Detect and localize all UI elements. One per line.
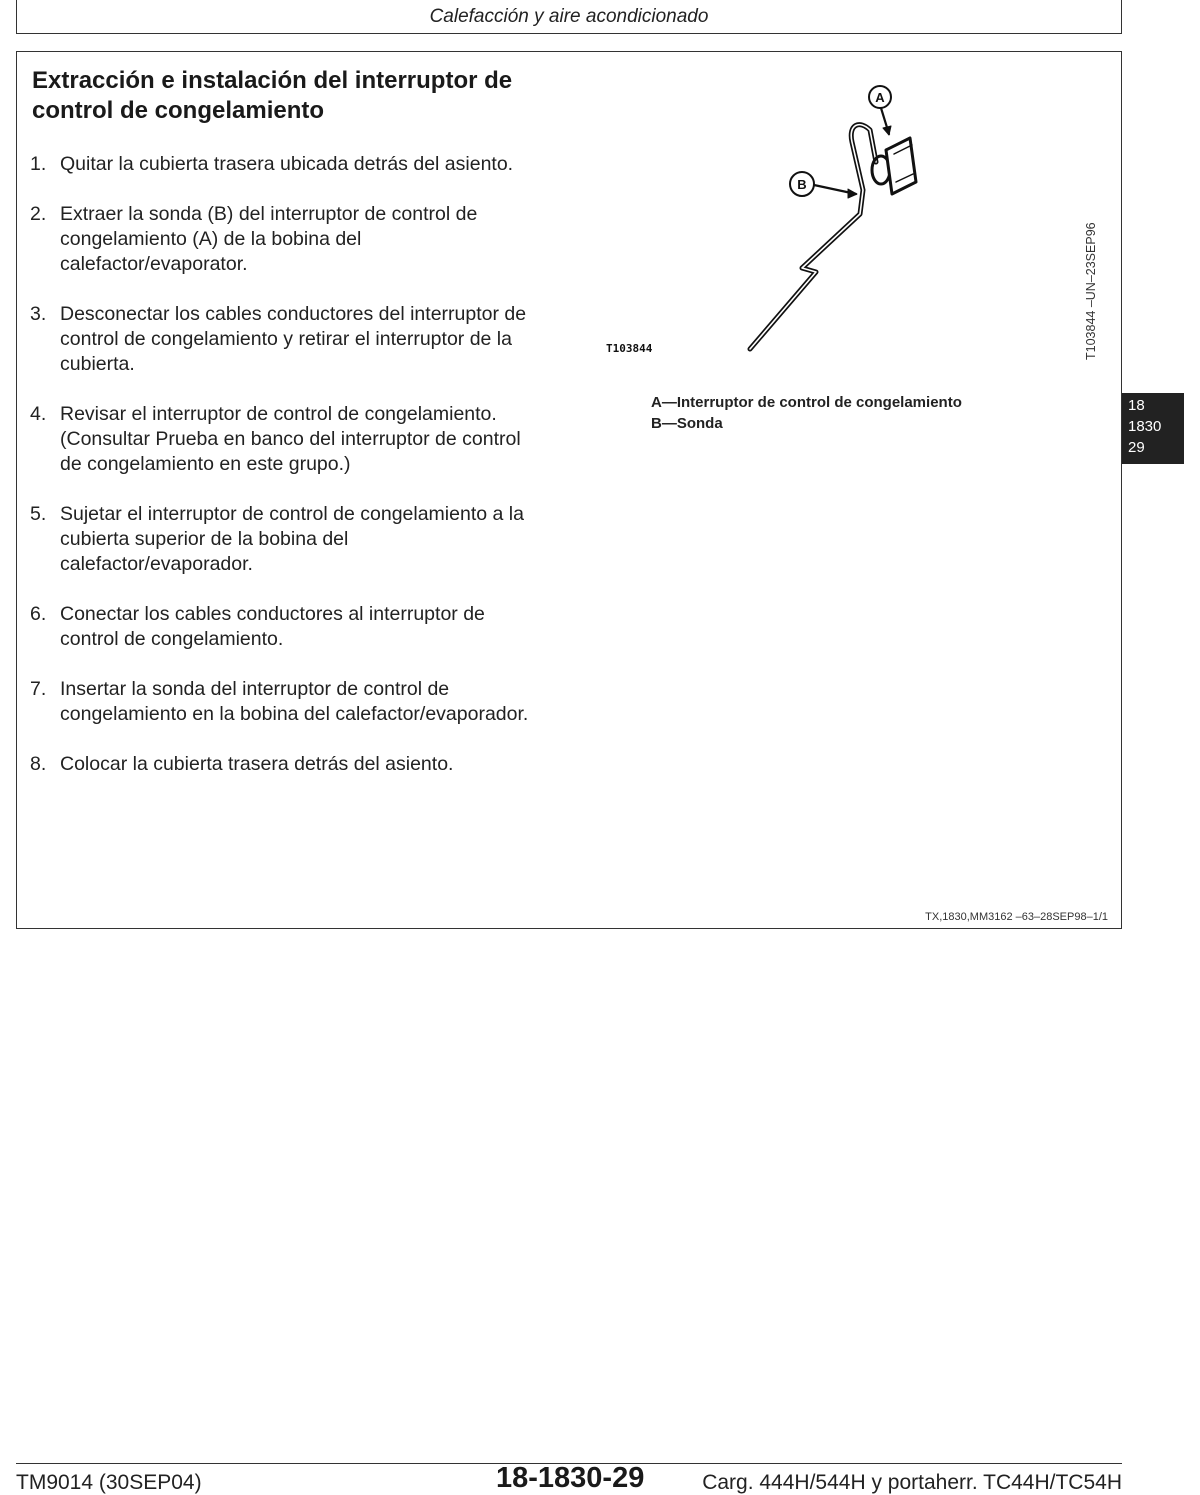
procedure-step [30,152,570,177]
step-text-line: Desconectar los cables conductores del interruptor de [60,303,527,325]
procedure-step [30,302,570,377]
step-text-line: congelamiento en la bobina del calefactor/evaporador. [60,703,529,725]
callout-a: A [875,90,885,105]
procedure-step [30,677,570,727]
section-title-line-2: control de congelamiento [32,97,325,124]
procedure-step [30,202,570,277]
section-tab-line-3: 29 [1128,439,1145,456]
section-tab [1122,393,1184,464]
step-text-line: Colocar la cubierta trasera detrás del asiento. [60,753,454,775]
step-text-line: Sujetar el interruptor de control de congelamiento a la [60,503,524,525]
step-text-line: control de congelamiento. [60,628,284,650]
step-text-line: Conectar los cables conductores al interruptor de [60,603,485,625]
step-text-line: Extraer la sonda (B) del interruptor de control de [60,203,478,225]
procedure-step [30,402,570,477]
freeze-switch-diagram [598,72,1048,372]
step-text-line: Quitar la cubierta trasera ubicada detrás del asiento. [60,153,514,175]
section-title [32,66,572,126]
step-text-line: cubierta superior de la bobina del [60,528,349,550]
step-number: 4. [30,403,47,425]
procedure-step [30,602,570,652]
procedure-step [30,502,570,577]
step-number: 8. [30,753,47,775]
section-tab-line-1: 18 [1128,397,1145,414]
step-text-line: cubierta. [60,353,135,375]
step-number: 3. [30,303,47,325]
caption-a: A—Interruptor de control de congelamiento [651,394,962,411]
header-title: Calefacción y aire acondicionado [429,6,709,27]
page-header [16,0,1122,34]
reference-code: TX,1830,MM3162 –63–28SEP98–1/1 [925,911,1108,923]
step-number: 5. [30,503,47,525]
figure-side-label: T103844 –UN–23SEP96 [1084,222,1098,360]
step-number: 6. [30,603,47,625]
step-text-line: control de congelamiento y retirar el interruptor de la [60,328,512,350]
procedure-steps [30,152,570,802]
step-text-line: de congelamiento en este grupo.) [60,453,351,475]
step-text-line: Insertar la sonda del interruptor de control de [60,678,450,700]
freeze-switch-body [872,138,916,194]
footer-page-number: 18-1830-29 [496,1462,645,1494]
step-text-line: Revisar el interruptor de control de congelamiento. [60,403,497,425]
image-code: T103844 [606,342,653,355]
section-title-line-1: Extracción e instalación del interruptor de [32,67,513,94]
step-number: 2. [30,203,47,225]
step-text-line: calefactor/evaporador. [60,553,253,575]
figure-caption [651,392,962,434]
caption-b: B—Sonda [651,415,723,432]
footer-manual-id: TM9014 (30SEP04) [16,1471,202,1494]
step-text-line: (Consultar Prueba en banco del interruptor de control [60,428,521,450]
step-number: 1. [30,153,47,175]
probe-tube [750,125,876,349]
step-number: 7. [30,678,47,700]
section-tab-line-2: 1830 [1128,418,1162,435]
procedure-step [30,752,570,777]
callout-b: B [797,177,807,192]
step-text-line: congelamiento (A) de la bobina del [60,228,362,250]
step-text-line: calefactor/evaporator. [60,253,248,275]
footer-model-text: Carg. 444H/544H y portaherr. TC44H/TC54H [702,1471,1122,1494]
